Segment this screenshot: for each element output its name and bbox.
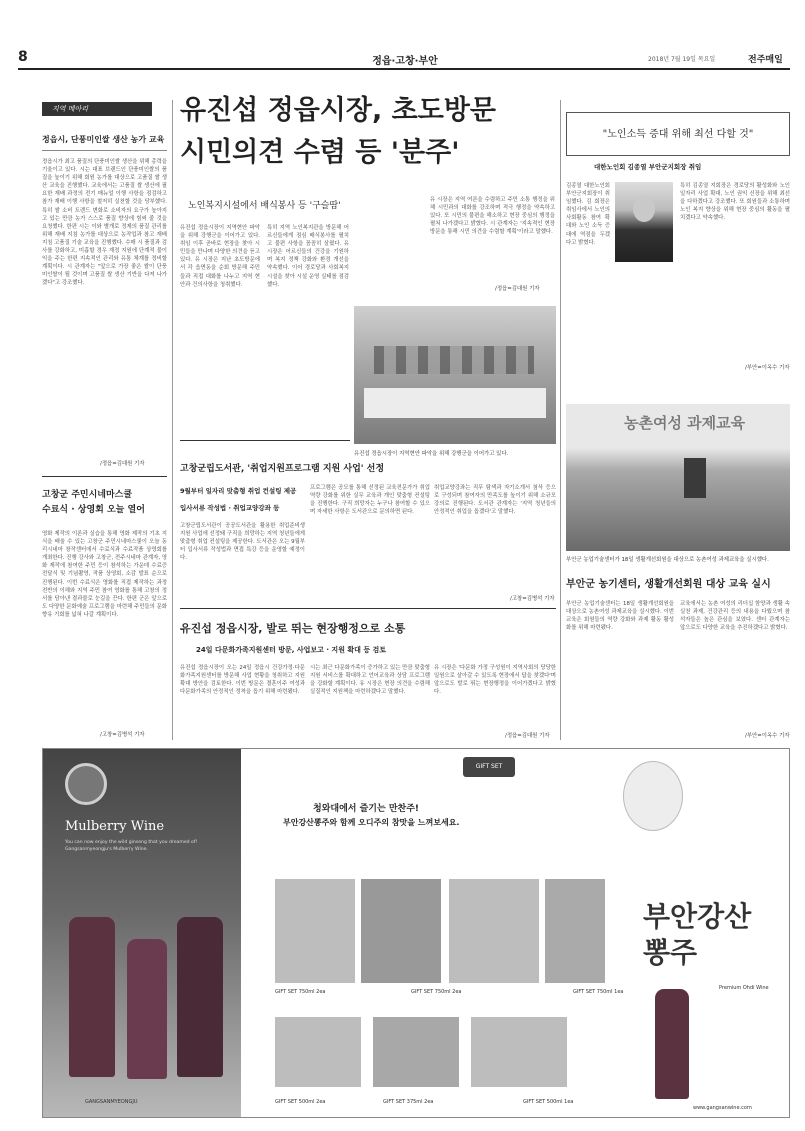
paper-name: 전주매일 (748, 55, 783, 65)
gift-label: GIFT SET 375ml 2ea (383, 1099, 434, 1105)
gift-label: GIFT SET 750ml 2ea (411, 989, 462, 995)
ad-left-title: Mulberry Wine (65, 819, 165, 834)
column-rule (560, 100, 561, 740)
ad-badge: GIFT SET (463, 757, 515, 777)
article-body: 교육에서는 농촌 여성의 리더십 함양과 생활 속 실천 과제, 건강관리 등의 내용을 다뤘으며 참석자들은 높은 관심을 보였다. 센터 관계자는 앞으로도 다양한 교육을 추진하겠다고 밝혔다. (680, 601, 790, 632)
wine-bottle (127, 939, 167, 1079)
article-headline: 고창군립도서관, '취업지원프로그램 지원 사업' 선정 (180, 464, 385, 474)
ad-center-headline: 청와대에서 즐기는 만찬주! (313, 804, 420, 814)
photo-caption: 유진섭 정읍시장이 지역현안 파악을 위해 강행군을 이어가고 있다. (354, 451, 509, 457)
ad-left-subtitle: You can now enjoy the wild ginseng that you dreamed of! Gangsanmyeongju's Mulberry Wine. (65, 840, 198, 852)
gift-label: GIFT SET 750ml 2ea (275, 989, 326, 995)
article-headline: 부안군 농기센터, 생활개선회원 대상 교육 실시 (566, 579, 771, 590)
article-body: 유진섭 정읍시장이 오는 24일 정읍시 건강가정·다문화가족지원센터를 방문해 사업 현황을 청취하고 지원 확대 방안을 검토한다. 이번 방문은 결혼이주 여성과 다문화가족의 안정적인 정착을 돕기 위해 마련됐다. (180, 665, 305, 696)
byline: /고창=김병석 기자 (510, 596, 555, 602)
gift-box (361, 879, 441, 983)
ad-right-brand: 부안강산 뽕주 (643, 900, 752, 969)
photo-tables (364, 388, 546, 418)
byline: /정읍=김대원 기자 (505, 733, 550, 739)
farm-podium (684, 458, 706, 498)
photo-people (374, 346, 534, 374)
gift-box (275, 1017, 361, 1087)
gift-label: GIFT SET 750ml 1ea (573, 989, 624, 995)
article-headline: 수료식 · 상영회 오늘 열어 (42, 505, 145, 515)
photo-caption: 부안군 농업기술센터가 18일 생활개선회원을 대상으로 농촌여성 과제교육을 실시했다. (566, 557, 769, 563)
article-body: 유진섭 정읍시장이 지역현안 파악을 위해 강행군을 이어가고 있다. 취임 이후 곧바로 현장을 찾아 시민들을 만나며 다양한 의견을 듣고 있다. 유 시장은 지난 초도방문에서 각 읍면동을 순회 방문해 주민들과 직접 대화를 나누고 지역 현안과 건의사항을 청취했다. (180, 225, 260, 288)
byline: /고창=김병석 기자 (100, 732, 145, 738)
article-headline: 고창군 주민시네마스쿨 (42, 490, 133, 500)
lead-headline: 시민의견 수렴 등 '분주' (180, 137, 460, 168)
page-number: 8 (18, 49, 28, 65)
interview-subtitle: 대한노인회 김종열 부안군지회장 취임 (594, 163, 702, 171)
column-rule (172, 100, 173, 740)
article-deck: 9월부터 일자리 맞춤형 취업 컨설팅 제공 (180, 487, 297, 495)
wine-bottle (69, 917, 115, 1077)
gift-box (545, 879, 605, 983)
byline: /부안=이옥수 기자 (745, 365, 790, 371)
article-body: 유 시장은 '다문화 가정 구성원이 지역사회의 당당한 일원으로 살아갈 수 있도록 현장에서 답을 찾겠다'며 앞으로도 발로 뛰는 현장행정을 이어가겠다고 밝혔다. (434, 665, 556, 696)
gift-box (373, 1017, 459, 1087)
portrait-face (633, 196, 655, 222)
divider (42, 150, 167, 151)
issue-date: 2018년 7월 19일 목요일 (648, 56, 716, 63)
article-body: 영화 제작의 이론과 실습을 통해 영화 제작의 기초 지식을 배울 수 있는 고창군 주민시네마스쿨이 오늘 동리시네마 창작센터에서 수료식과 수료작품 상영회를 개최한다. 진행 강사와 고창군, 전주시네마 관계자, 영화 제작에 참여한 주민 등이 참석하는 가운데 수료증 전달식 및 기념촬영, 작품 상영회, 소감 발표 순으로 진행된다. 이번 수료식은 영화를 직접 제작하는 과정 전반의 이해와 지역 주민 참여 영화를 통해 고창의 정서를 담아낸 결과물로 눈길을 끈다. 한편 군은 앞으로도 다양한 문화예술 프로그램을 마련해 주민들의 문화향유 기회를 넓혀 나갈 계획이다. (42, 531, 167, 618)
gift-label: GIFT SET 500ml 2ea (275, 1099, 326, 1105)
lead-photo (354, 306, 556, 444)
wine-bottle (655, 989, 689, 1099)
farm-banner-text: 농촌여성 과제교육 (624, 414, 746, 432)
ad-left-brand: GANGSANMYEONGJU (85, 1099, 138, 1105)
article-body: 시는 최근 다문화가족이 증가하고 있는 만큼 맞춤형 지원 서비스를 확대하고 언어교육과 상담 프로그램을 강화할 계획이다. 유 시장은 현장 의견을 수렴해 실질적인 지원책을 마련하겠다고 말했다. (310, 665, 430, 696)
wine-bottle (177, 917, 223, 1077)
header-rule (18, 68, 790, 70)
gift-label: GIFT SET 500ml 1ea (523, 1099, 574, 1105)
article-deck: 24일 다문화가족지원센터 방문, 사업보고 · 지원 확대 등 검토 (196, 646, 387, 654)
lead-subheadline: 노인복지시설에서 배식봉사 등 '구슬땀' (188, 201, 341, 211)
ad-center-headline: 부안강산뽕주와 함께 오디주의 참맛을 느껴보세요. (283, 818, 460, 827)
article-body: 고창군립도서관이 공공도서관을 활용한 취업준비생 지원 사업에 선정돼 구직을 희망하는 지역 청년들에게 맞춤형 취업 컨설팅을 제공한다. 도서관은 오는 9월부터 입사서류 작성법과 면접 특강 등을 운영할 예정이다. (180, 523, 305, 562)
article-body: 프로그램은 공모를 통해 선정된 교육전문가가 취업 역량 강화를 위한 실무 교육과 개인 맞춤형 컨설팅을 진행한다. 구직 희망자는 누구나 참여할 수 있으며 자세한 사항은 도서관으로 문의하면 된다. (310, 485, 430, 516)
divider (42, 476, 167, 477)
ad-mascot-icon (623, 761, 683, 831)
advertisement (42, 748, 790, 1118)
article-headline: 정읍시, 단풍미인쌀 생산 농가 교육 (42, 135, 165, 144)
byline: /정읍=김대원 기자 (100, 461, 145, 467)
article-body: 유 시장은 지역 여론을 수렴하고 주민 소통 행정을 위해 시민과의 대화를 강조하며 적극 행정을 약속하고 있다. 또 시민의 불편을 해소하고 현장 중심의 행정을 펼쳐 나가겠다고 밝혔다. 시 관계자는 '지속적인 현장 방문을 통해 시민 의견을 수렴할 계획'이라고 말했다. (430, 197, 555, 236)
article-body: 특히 지역 노인복지관을 방문해 어르신들에게 점심 배식봉사를 펼치고 불편 사항을 꼼꼼히 살폈다. 유 시장은 어르신들의 건강을 기원하며 복지 정책 강화와 환경 개선을 약속했다. 이어 경로당과 사회복지시설을 찾아 시설 운영 실태를 점검했다. (267, 225, 349, 288)
farm-photo (566, 404, 790, 551)
article-headline: 유진섭 정읍시장, 발로 뛰는 현장행정으로 소통 (180, 622, 406, 635)
gift-box (471, 1017, 567, 1087)
article-body: 취업교양강좌는 직무 탐색과 자기소개서 첨삭 등으로 구성되며 참여자의 만족도를 높이기 위해 소규모 강의로 진행된다. 도서관 관계자는 '지역 청년들의 안정적인 취업을 돕겠다'고 말했다. (434, 485, 556, 516)
interview-quote: "노인소득 증대 위해 최선 다할 것" (602, 129, 754, 140)
article-body: 김종열 대한노인회 부안군지회장이 취임했다. 김 회장은 취임사에서 노인의 사회활동 참여 확대와 노인 소득 증대에 역점을 두겠다고 밝혔다. (566, 183, 610, 246)
article-body: 특히 김종열 지회장은 경로당의 활성화와 노인 일자리 사업 확대, 노인 권익 신장을 위해 최선을 다하겠다고 강조했다. 또 회원들과 소통하며 노인 복지 향상을 위해 현장 중심의 활동을 펼치겠다고 약속했다. (680, 183, 790, 222)
lead-headline: 유진섭 정읍시장, 초도방문 (180, 95, 496, 126)
byline: /정읍=김대원 기자 (495, 286, 540, 292)
article-deck: 입사서류 작성법 · 취업교양강좌 등 (180, 504, 280, 512)
ad-url: www.gangsanwine.com (693, 1105, 752, 1111)
article-body: 정읍시가 최고 품질의 단풍미인쌀 생산을 위해 총력을 기울이고 있다. 시는 대표 브랜드인 단풍미인쌀의 품질을 높이기 위해 회원 농가를 대상으로 고품질 쌀 생산 교육을 진행했다. 교육에서는 고품질 쌀 생산에 필요한 재배 과정의 전기 매뉴얼 이행 사항을 점검하고 참가 재배 이행 사항을 철저히 실천할 것을 당부했다. 특히 쌀 소비 트렌드 변화로 소비자의 요구가 높아지고 있는 만큼 농가 스스로 품질 향상에 힘써 줄 것을 요청했다. 한편 시는 이와 별개로 정제의 품질 관리를 위해 재배 지침 농가를 대상으로 농작업과 참고 재배 지침 고품질 기술 교육을 진행했다. 수매 시 품질과 검사를 강화하고, 미흡할 경우 재정 지원에 단계적 불이익을 주는 한편 지속적인 관리와 유통 체계를 정비할 계획이다. 시 관계자는 "앞으로 가장 좋은 쌀이 단풍미인쌀이 될 것이며 고품질 쌀 생산 기반을 다져 나가겠다"고 강조했다. (42, 159, 167, 287)
portrait-photo (615, 182, 673, 262)
ad-left-panel (43, 749, 241, 1117)
article-body: 부안군 농업기술센터는 18일 생활개선회원을 대상으로 농촌여성 과제교육을 실시했다. 이번 교육은 회원들의 역량 강화와 과제 활동 활성화를 위해 마련됐다. (566, 601, 674, 632)
byline: /부안=이옥수 기자 (745, 733, 790, 739)
column-badge: 지역 메아리 (42, 102, 152, 116)
divider (180, 440, 350, 441)
section-title: 정읍·고창·부안 (372, 56, 438, 67)
gift-box (275, 879, 355, 983)
divider (180, 608, 556, 609)
ad-right-sub: Premium Ohdi Wine (719, 985, 769, 991)
ad-logo-icon (65, 763, 107, 805)
gift-box (449, 879, 539, 983)
interview-box (566, 112, 790, 156)
